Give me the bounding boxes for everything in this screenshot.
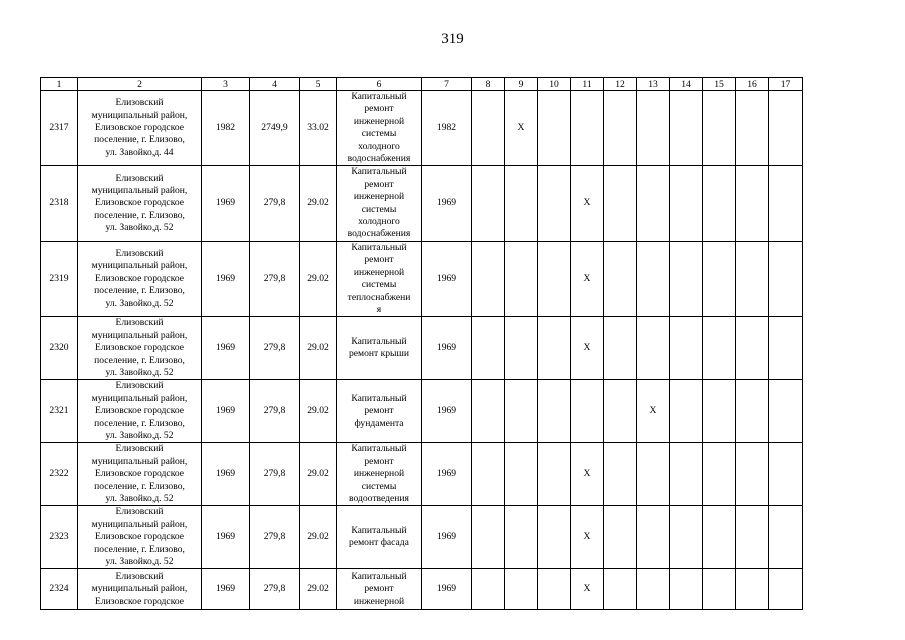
cell-line: ремонт крыши (348, 348, 410, 360)
cell-line: ул. Завойко,д. 52 (105, 429, 174, 441)
cell-line: муниципальный район, (91, 392, 188, 404)
cell-line: фундамента (354, 417, 404, 429)
cell-line: Елизовское городское (94, 197, 185, 209)
cell-line: ул. Завойко,д. 44 (105, 146, 174, 158)
work-type-cell (337, 91, 422, 166)
cell-line: Капитальный (351, 443, 407, 455)
year-cell: 1969 (202, 241, 250, 316)
column-header: 11 (571, 78, 604, 91)
completion-year-cell: 1969 (422, 443, 472, 506)
empty-cell (538, 443, 571, 506)
table-row (41, 569, 803, 610)
empty-cell (703, 380, 736, 443)
column-header: 2 (78, 78, 202, 91)
cell-line: Елизовский (115, 172, 164, 184)
completion-year-cell: 1969 (422, 317, 472, 380)
cell-line: Капитальный (351, 335, 407, 347)
address-cell (78, 317, 202, 380)
cell-line: ул. Завойко,д. 52 (105, 366, 174, 378)
table-row (41, 166, 803, 241)
cell-line: муниципальный район, (91, 109, 188, 121)
address-cell (78, 380, 202, 443)
empty-cell (472, 569, 505, 610)
empty-cell (505, 317, 538, 380)
empty-cell (538, 317, 571, 380)
empty-cell (736, 443, 769, 506)
empty-cell (505, 380, 538, 443)
cell-line: инженерной (353, 115, 405, 127)
empty-cell (604, 166, 637, 241)
completion-year-cell: 1969 (422, 569, 472, 610)
completion-year-cell: 1969 (422, 241, 472, 316)
cell-line: Елизовское городское (94, 272, 185, 284)
completion-year-cell: 1969 (422, 506, 472, 569)
empty-cell (637, 317, 670, 380)
empty-cell (538, 380, 571, 443)
cell-line: поселение, г. Елизово, (94, 543, 185, 555)
cell-line: ул. Завойко,д. 52 (105, 297, 174, 309)
cell-line: водоотведения (349, 493, 409, 504)
empty-cell (472, 241, 505, 316)
code-cell: 29.02 (300, 380, 337, 443)
row-number: 2319 (41, 241, 78, 316)
cell-line: ремонт (364, 178, 394, 190)
empty-cell (604, 569, 637, 610)
empty-cell (703, 241, 736, 316)
cell-line: ул. Завойко,д. 52 (105, 493, 174, 504)
empty-cell (538, 506, 571, 569)
empty-cell (736, 166, 769, 241)
address-cell (78, 506, 202, 569)
empty-cell (604, 380, 637, 443)
cell-line: ремонт (364, 405, 394, 417)
empty-cell (538, 91, 571, 166)
column-header: 9 (505, 78, 538, 91)
empty-cell (703, 506, 736, 569)
cell-line: поселение, г. Елизово, (94, 417, 185, 429)
cell-line: Елизовское городское (94, 342, 185, 354)
area-cell: 279,8 (250, 166, 300, 241)
row-number: 2324 (41, 569, 78, 610)
empty-cell (637, 506, 670, 569)
cell-line: теплоснабжени (347, 291, 411, 303)
column-header: 7 (422, 78, 472, 91)
cell-line: муниципальный район, (91, 329, 188, 341)
area-cell: 279,8 (250, 443, 300, 506)
empty-cell (637, 166, 670, 241)
column-header: 5 (300, 78, 337, 91)
cell-line: ремонт (364, 455, 394, 467)
mark-cell: X (571, 443, 604, 506)
row-number: 2317 (41, 91, 78, 166)
cell-line: холодного (358, 140, 400, 152)
mark-cell: X (571, 241, 604, 316)
address-cell (78, 443, 202, 506)
empty-cell (472, 91, 505, 166)
code-cell: 29.02 (300, 443, 337, 506)
empty-cell (505, 166, 538, 241)
column-header: 16 (736, 78, 769, 91)
area-cell: 279,8 (250, 241, 300, 316)
mark-cell: X (571, 317, 604, 380)
work-type-cell (337, 569, 422, 610)
area-cell: 279,8 (250, 506, 300, 569)
empty-cell (736, 506, 769, 569)
empty-cell (505, 506, 538, 569)
column-header: 15 (703, 78, 736, 91)
area-cell: 279,8 (250, 317, 300, 380)
mark-cell: X (571, 166, 604, 241)
cell-line: я (376, 303, 382, 315)
cell-line: инженерной (353, 595, 405, 607)
empty-cell (736, 241, 769, 316)
empty-cell (505, 569, 538, 610)
year-cell: 1969 (202, 317, 250, 380)
work-type-cell (337, 506, 422, 569)
empty-cell (769, 569, 803, 610)
code-cell: 29.02 (300, 317, 337, 380)
empty-cell (703, 317, 736, 380)
empty-cell (670, 91, 703, 166)
cell-line: Елизовский (115, 248, 164, 260)
area-cell: 2749,9 (250, 91, 300, 166)
cell-line: ремонт (364, 254, 394, 266)
empty-cell (670, 317, 703, 380)
empty-cell (736, 91, 769, 166)
cell-line: системы (361, 480, 397, 492)
work-type-cell (337, 166, 422, 241)
empty-cell (637, 569, 670, 610)
code-cell: 33.02 (300, 91, 337, 166)
empty-cell (604, 91, 637, 166)
empty-cell (472, 380, 505, 443)
cell-line: ремонт фасада (349, 537, 409, 549)
cell-line: Елизовское городское (94, 595, 185, 607)
cell-line: Капитальный (351, 570, 407, 582)
page-number: 319 (441, 31, 464, 47)
cell-line: системы (361, 128, 397, 140)
empty-cell (703, 91, 736, 166)
work-type-cell (337, 443, 422, 506)
data-table (40, 77, 803, 610)
area-cell: 279,8 (250, 569, 300, 610)
year-cell: 1969 (202, 380, 250, 443)
area-cell: 279,8 (250, 380, 300, 443)
column-header: 1 (41, 78, 78, 91)
cell-line: Капитальный (351, 241, 407, 253)
empty-cell (736, 317, 769, 380)
mark-cell: X (637, 380, 670, 443)
address-cell (78, 166, 202, 241)
cell-line: Елизовский (115, 506, 164, 518)
column-header: 14 (670, 78, 703, 91)
empty-cell (472, 166, 505, 241)
cell-line: Елизовский (115, 97, 164, 109)
empty-cell (703, 443, 736, 506)
empty-cell (736, 380, 769, 443)
empty-cell (604, 317, 637, 380)
empty-cell (670, 166, 703, 241)
cell-line: муниципальный район, (91, 185, 188, 197)
code-cell: 29.02 (300, 241, 337, 316)
row-number: 2323 (41, 506, 78, 569)
cell-line: муниципальный район, (91, 260, 188, 272)
empty-cell (670, 506, 703, 569)
empty-cell (769, 443, 803, 506)
code-cell: 29.02 (300, 506, 337, 569)
cell-line: поселение, г. Елизово, (94, 285, 185, 297)
column-header: 17 (769, 78, 803, 91)
column-header: 10 (538, 78, 571, 91)
cell-line: муниципальный район, (91, 583, 188, 595)
cell-line: системы (361, 203, 397, 215)
empty-cell (538, 569, 571, 610)
cell-line: инженерной (353, 191, 405, 203)
empty-cell (670, 569, 703, 610)
table-row (41, 380, 803, 443)
empty-cell (769, 380, 803, 443)
completion-year-cell: 1969 (422, 380, 472, 443)
empty-cell (637, 443, 670, 506)
empty-cell (670, 380, 703, 443)
cell-line: Капитальный (351, 525, 407, 537)
cell-line: Капитальный (351, 166, 407, 178)
empty-cell (637, 241, 670, 316)
column-header: 6 (337, 78, 422, 91)
empty-cell (769, 317, 803, 380)
column-header: 8 (472, 78, 505, 91)
cell-line: Капитальный (351, 91, 407, 102)
empty-cell (604, 506, 637, 569)
cell-line: ремонт (364, 103, 394, 115)
year-cell: 1969 (202, 166, 250, 241)
cell-line: водоснабжения (347, 153, 411, 165)
completion-year-cell: 1969 (422, 166, 472, 241)
cell-line: водоснабжения (347, 228, 411, 240)
cell-line: Елизовский (115, 317, 164, 329)
empty-cell (769, 91, 803, 166)
code-cell: 29.02 (300, 569, 337, 610)
empty-cell (736, 569, 769, 610)
empty-cell (505, 241, 538, 316)
empty-cell (472, 506, 505, 569)
column-header: 3 (202, 78, 250, 91)
column-header: 13 (637, 78, 670, 91)
cell-line: холодного (358, 216, 400, 228)
work-type-cell (337, 317, 422, 380)
cell-line: поселение, г. Елизово, (94, 354, 185, 366)
cell-line: Елизовское городское (94, 531, 185, 543)
empty-cell (769, 241, 803, 316)
cell-line: муниципальный район, (91, 455, 188, 467)
empty-cell (472, 317, 505, 380)
year-cell: 1982 (202, 91, 250, 166)
cell-line: поселение, г. Елизово, (94, 134, 185, 146)
empty-cell (670, 443, 703, 506)
row-number: 2320 (41, 317, 78, 380)
empty-cell (703, 166, 736, 241)
address-cell (78, 91, 202, 166)
column-header: 4 (250, 78, 300, 91)
year-cell: 1969 (202, 506, 250, 569)
mark-cell: X (571, 506, 604, 569)
cell-line: поселение, г. Елизово, (94, 480, 185, 492)
year-cell: 1969 (202, 443, 250, 506)
year-cell: 1969 (202, 569, 250, 610)
cell-line: инженерной (353, 266, 405, 278)
cell-line: Елизовский (115, 570, 164, 582)
cell-line: ул. Завойко,д. 52 (105, 556, 174, 568)
cell-line: поселение, г. Елизово, (94, 209, 185, 221)
empty-cell (670, 241, 703, 316)
empty-cell (571, 91, 604, 166)
completion-year-cell: 1982 (422, 91, 472, 166)
work-type-cell (337, 241, 422, 316)
column-header: 12 (604, 78, 637, 91)
cell-line: Капитальный (351, 392, 407, 404)
empty-cell (703, 569, 736, 610)
empty-cell (769, 506, 803, 569)
table-header-row (41, 78, 803, 91)
empty-cell (604, 443, 637, 506)
cell-line: системы (361, 279, 397, 291)
cell-line: Елизовский (115, 380, 164, 392)
empty-cell (472, 443, 505, 506)
cell-line: инженерной (353, 468, 405, 480)
mark-cell: X (571, 569, 604, 610)
row-number: 2321 (41, 380, 78, 443)
cell-line: ремонт (364, 583, 394, 595)
cell-line: Елизовский (115, 443, 164, 455)
empty-cell (637, 91, 670, 166)
cell-line: ул. Завойко,д. 52 (105, 222, 174, 234)
row-number: 2318 (41, 166, 78, 241)
empty-cell (505, 443, 538, 506)
empty-cell (604, 241, 637, 316)
row-number: 2322 (41, 443, 78, 506)
table-row (41, 317, 803, 380)
code-cell: 29.02 (300, 166, 337, 241)
empty-cell (769, 166, 803, 241)
cell-line: Елизовское городское (94, 122, 185, 134)
empty-cell (538, 241, 571, 316)
work-type-cell (337, 380, 422, 443)
table-body (41, 78, 803, 610)
empty-cell (571, 380, 604, 443)
table-row (41, 506, 803, 569)
cell-line: муниципальный район, (91, 518, 188, 530)
mark-cell: X (505, 91, 538, 166)
table-row (41, 241, 803, 316)
empty-cell (538, 166, 571, 241)
table-row (41, 443, 803, 506)
address-cell (78, 569, 202, 610)
cell-line: Елизовское городское (94, 468, 185, 480)
cell-line: Елизовское городское (94, 405, 185, 417)
address-cell (78, 241, 202, 316)
table-row (41, 91, 803, 166)
